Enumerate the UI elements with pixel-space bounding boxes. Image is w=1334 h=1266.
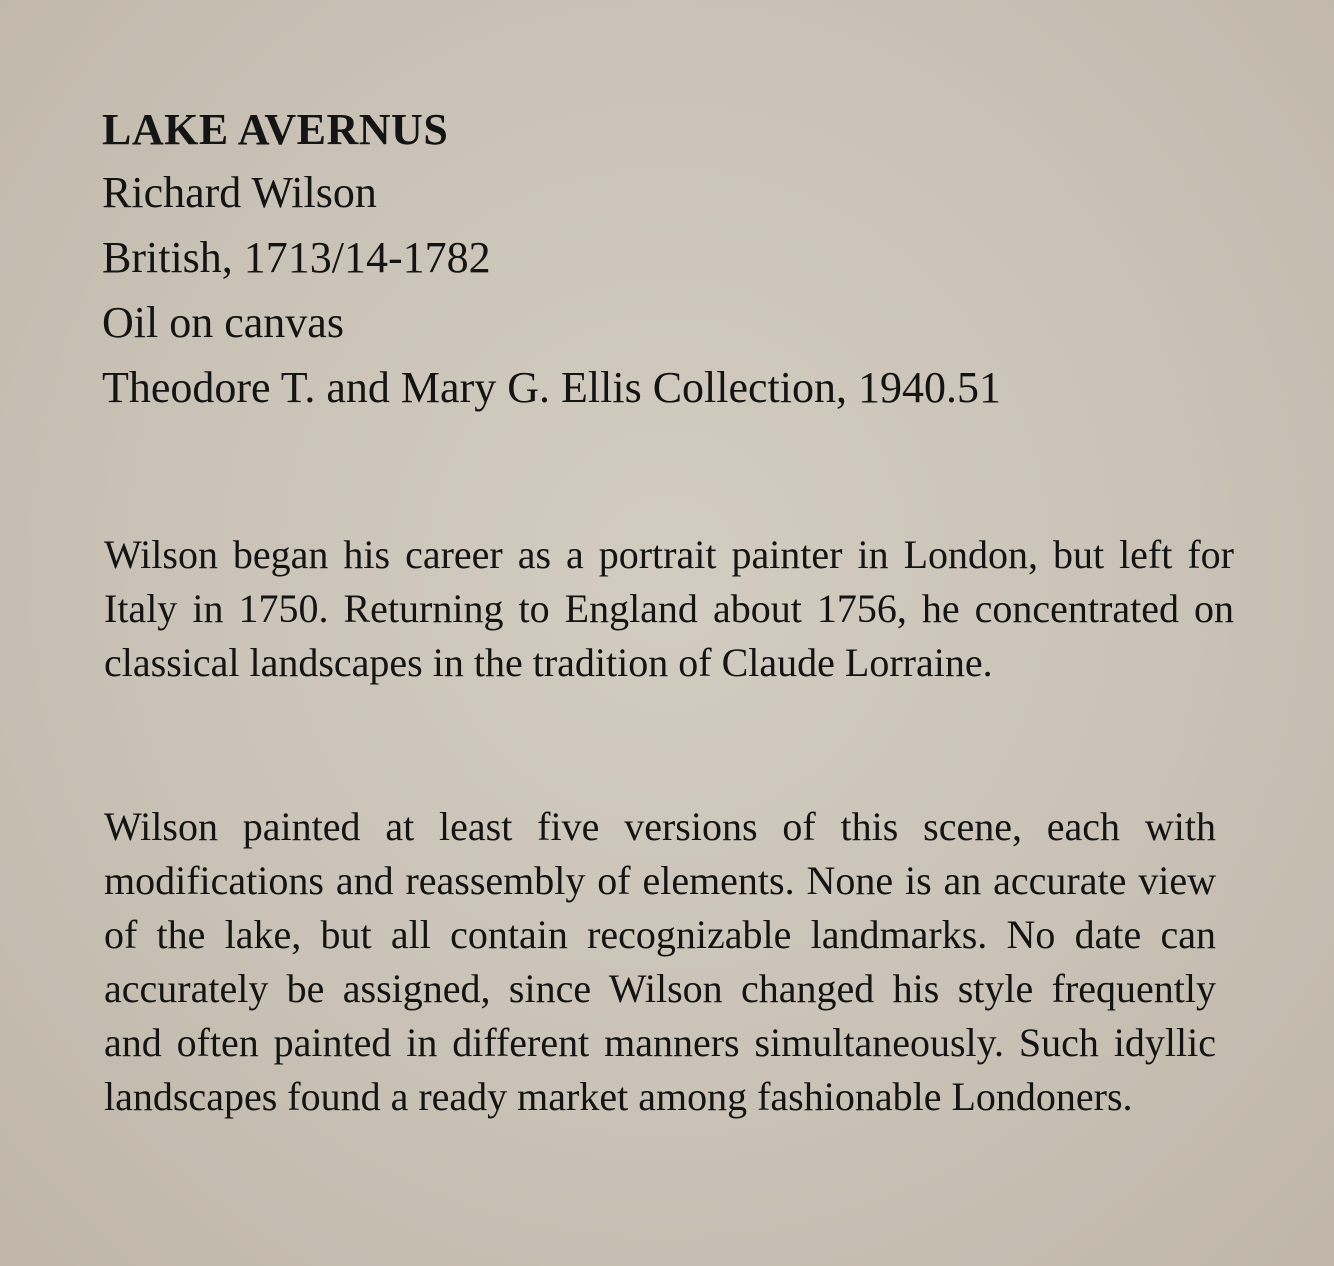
description-paragraph-1: Wilson began his career as a portrait painter in London, but left for Italy in 1750. Returning to England about 1756, he concentrated on classical landscapes in the tradition of Claude Lorraine. bbox=[104, 532, 1234, 685]
artwork-title: LAKE AVERNUS bbox=[102, 105, 449, 154]
credit-line: Theodore T. and Mary G. Ellis Collection, 1940.51 bbox=[102, 363, 1001, 412]
artwork-medium: Oil on canvas bbox=[102, 298, 344, 347]
artist-name: Richard Wilson bbox=[102, 168, 377, 217]
description-paragraph-2: Wilson painted at least five versions of this scene, each with modifications and reassembly of elements. None is an accurate view of the lake, but all contain recognizable landmarks. No date can accurately be assigned, since Wilson changed his style frequently and often painted in different manners simultaneously. Such idyllic landscapes found a ready market among fashionable Londoners. bbox=[104, 804, 1216, 1119]
label-header bbox=[102, 100, 1202, 420]
artist-nationality-dates: British, 1713/14-1782 bbox=[102, 233, 491, 282]
